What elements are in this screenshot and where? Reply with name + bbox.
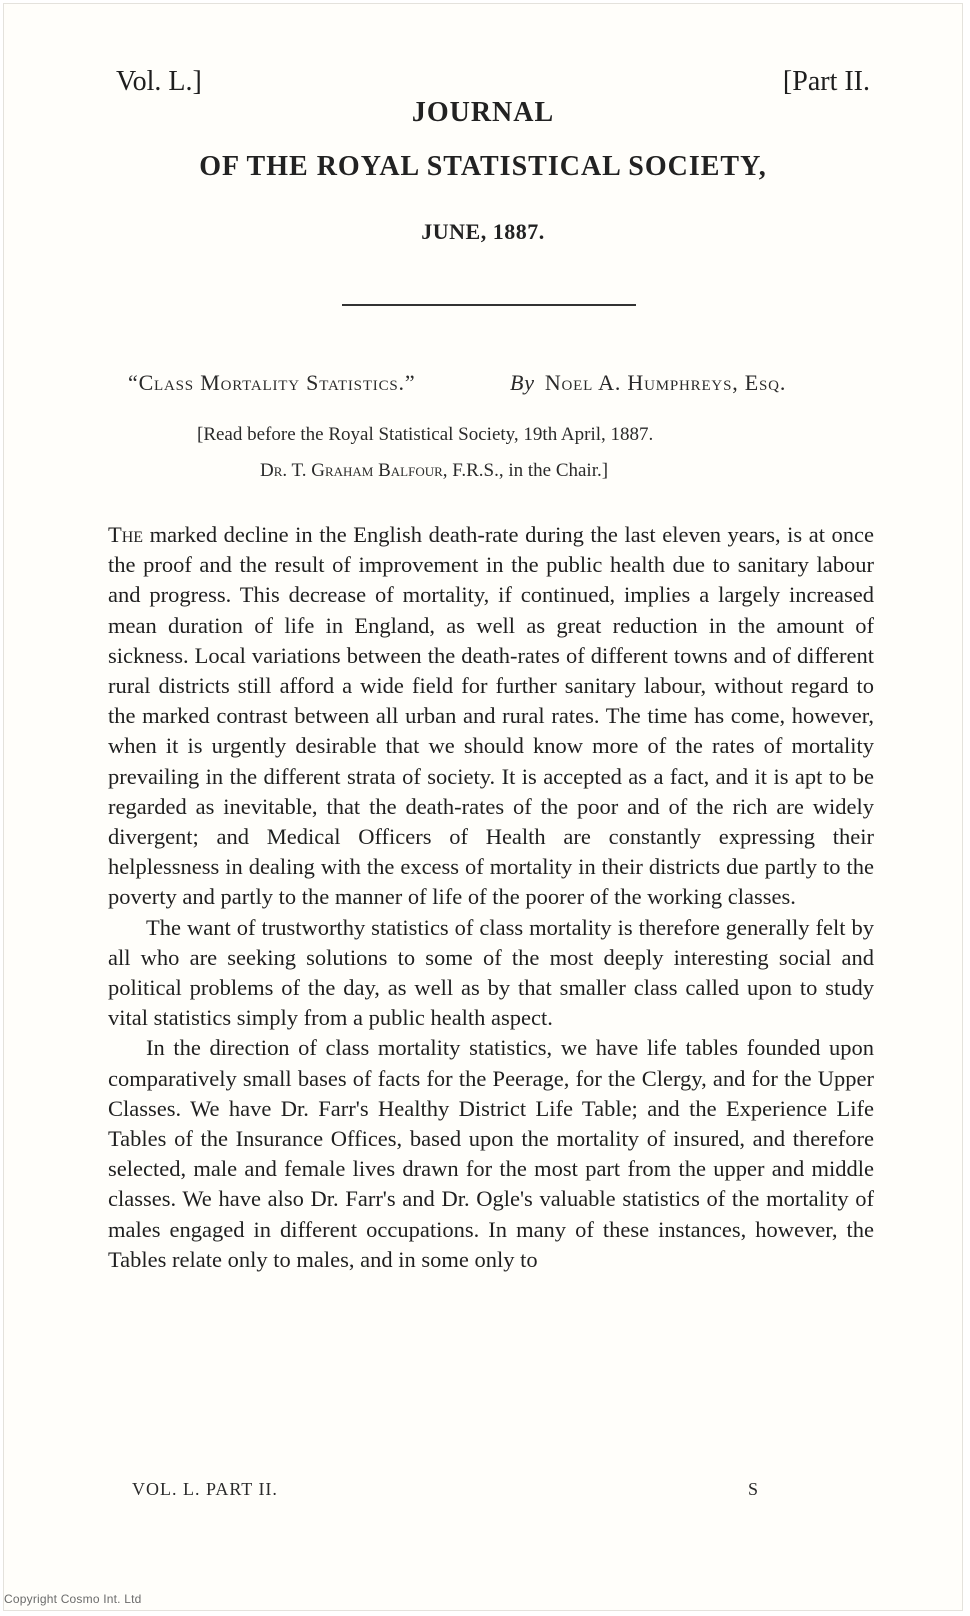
journal-page [3, 3, 963, 1611]
journal-title: JOURNAL [411, 97, 555, 128]
article-title: “Class Mortality Statistics.” [128, 370, 416, 395]
byline-prefix: By [510, 370, 535, 395]
article-body [108, 520, 874, 1275]
chair-name: Dr. T. Graham Balfour [260, 460, 443, 481]
paragraph-3: In the direction of class mortality statistics, we have life tables founded upon comparatively small bases of facts for the Peerage, for the Clergy, and for the Upper Classes. We have Dr. Farr's Healthy District Life Table; and the Experience Life Tables of the Insurance Offices, based upon the mortality of insured, and therefore selected, male and female lives drawn for the most part from the upper and middle classes. We have also Dr. Farr's and Dr. Ogle's valuable statistics of the mortality of males engaged in different occupations. In many of these instances, however, the Tables relate only to males, and in some only to [108, 1035, 874, 1272]
paragraph-2: The want of trustworthy statistics of class mortality is therefore generally felt by all who are seeking solutions to some of the most deeply interesting social and political problems of the day, as well as by that smaller class called upon to study vital statistics simply from a public health aspect. [108, 914, 874, 1031]
chair-note [260, 460, 608, 482]
copyright-watermark: Copyright Cosmo Int. Ltd [4, 1592, 142, 1606]
issue-date: JUNE, 1887. [421, 219, 545, 244]
volume-label: Vol. L.] [116, 66, 202, 97]
paragraph-1-text: marked decline in the English death-rate during the last eleven years, is at once the proof and the result of improvement in the public health due to sanitary labour and progress. This decrease of mortality, if continued, implies a largely increased mean duration of life in England, as well as great reduction in the amount of sickness. Local variations between the death-rates of different towns and of different rural districts still afford a wide field for further sanitary labour, without regard to the marked contrast between all urban and rural rates. The time has come, however, when it is urgently desirable that we should know more of the rates of mortality prevailing in the different strata of society. It is accepted as a fact, and it is apt to be regarded as inevitable, that the death-rates of the poor and of the rich are widely divergent; and Medical Officers of Health are constantly expressing their helplessness in dealing with the excess of mortality in their districts due partly to the poverty and partly to the manner of life of the poorer of the working classes. [108, 522, 875, 910]
signature-letter: S [748, 1479, 759, 1499]
article-byline [510, 370, 786, 396]
read-note: [Read before the Royal Statistical Society, 19th April, 1887. [197, 424, 654, 445]
society-name: OF THE ROYAL STATISTICAL SOCIETY, [199, 151, 767, 182]
signature-mark: VOL. L. PART II. [132, 1479, 278, 1499]
paragraph-lead-in: The [108, 522, 144, 547]
part-label: [Part II. [782, 66, 870, 97]
chair-suffix: , F.R.S., in the Chair.] [442, 460, 609, 481]
paragraph-1 [108, 520, 874, 913]
title-divider [342, 304, 636, 306]
author-name: Noel A. Humphreys, Esq. [544, 370, 787, 395]
